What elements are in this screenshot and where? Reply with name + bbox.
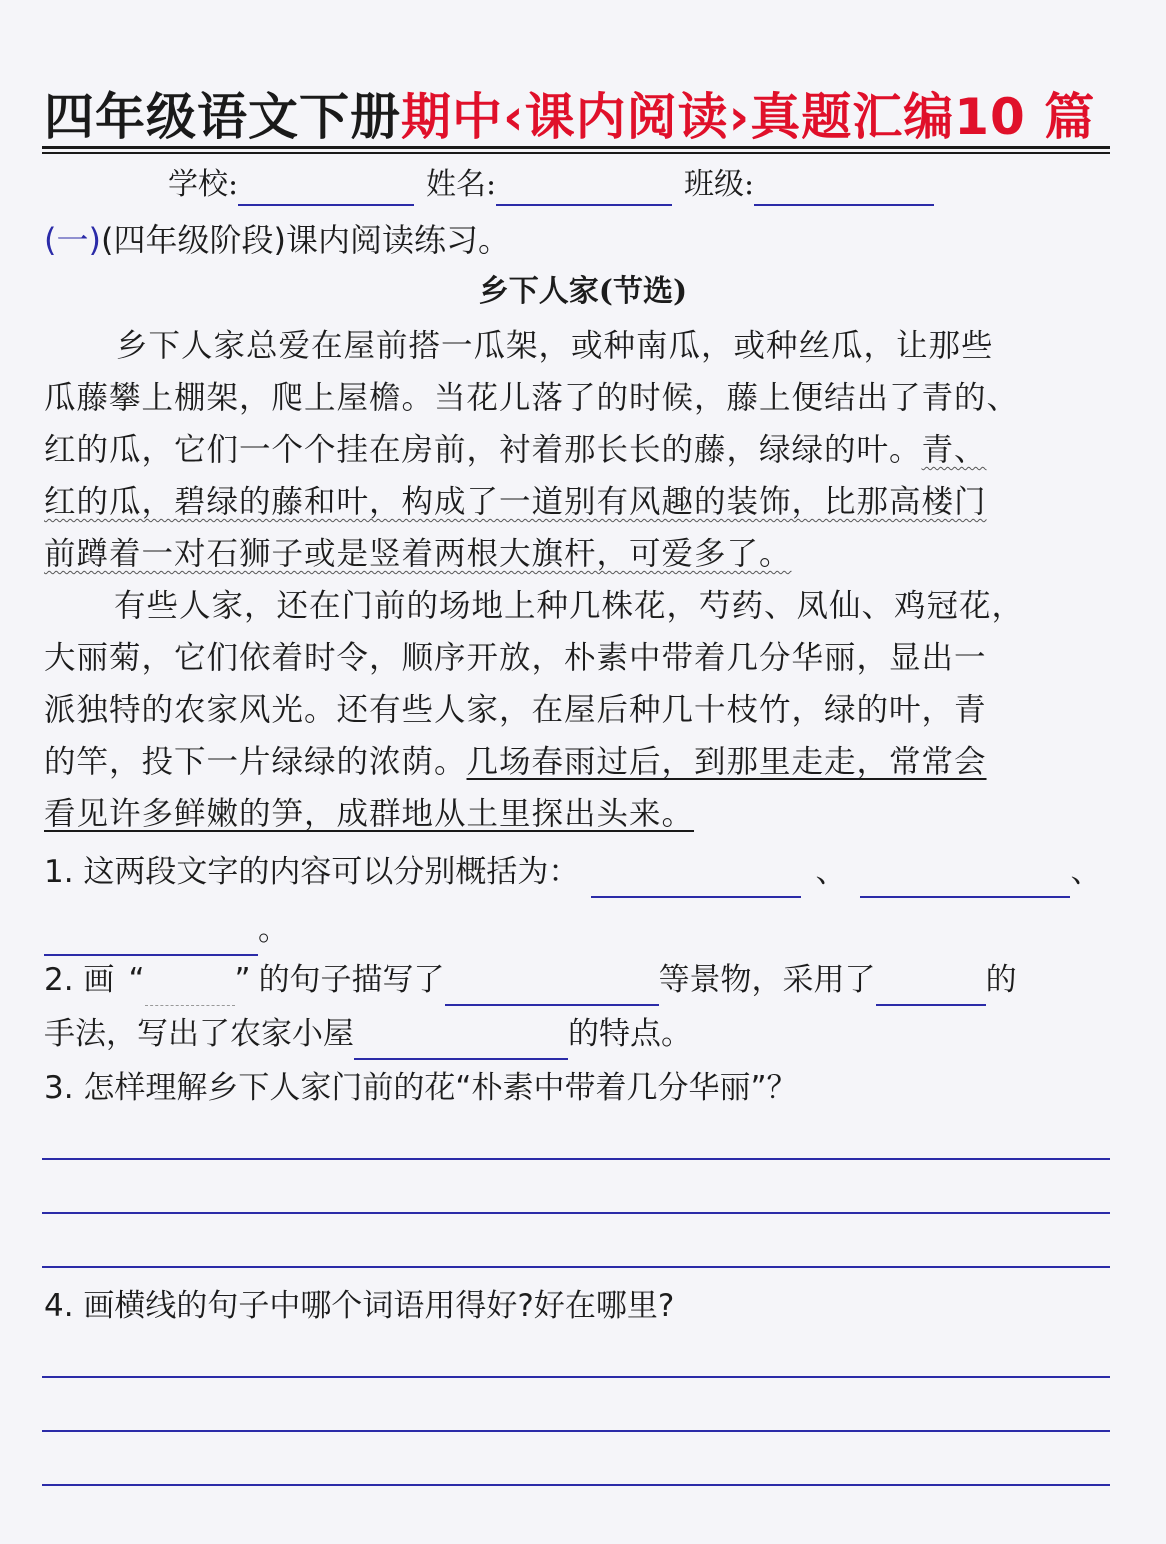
paragraph-line: 有些人家，还在门前的场地上种几株花，芍药、凤仙、鸡冠花， (114, 588, 1025, 624)
paragraph-line: 大丽菊，它们依着时令，顺序开放，朴素中带着几分华丽，显出一 (44, 640, 987, 676)
paragraph-line (44, 736, 1116, 788)
question-3-answer-line[interactable] (42, 1212, 1110, 1214)
section-heading-text: (四年级阶段)课内阅读练习。 (100, 221, 510, 259)
paragraph-text: 的竿，投下一片绿绿的浓荫。 (44, 744, 467, 780)
name-blank[interactable] (496, 166, 672, 206)
question-3: 3. 怎样理解乡下人家门前的花“朴素中带着几分华丽”？ (44, 1070, 798, 1106)
separator: 、 (815, 854, 847, 890)
class-label: 班级: (684, 167, 755, 202)
question-4-answer-line[interactable] (42, 1430, 1110, 1432)
wavy-underlined-text: 红的瓜，碧绿的藤和叶，构成了一道别有风趣的装饰，比那高楼门 (44, 484, 987, 520)
question-1-blank-3[interactable] (44, 914, 258, 956)
paragraph-line (44, 424, 1116, 476)
question-2 (44, 954, 1017, 1006)
underlined-sentence: 看见许多鲜嫩的笋，成群地从土里探出头来。 (44, 796, 695, 832)
question-1-blank-2[interactable] (860, 856, 1070, 898)
passage-paragraph-2 (44, 580, 1116, 840)
school-field (168, 164, 414, 206)
paragraph-line: 派独特的农家风光。还有些人家，在屋后种几十枝竹，绿的叶，青 (44, 692, 987, 728)
question-4-answer-line[interactable] (42, 1376, 1110, 1378)
question-4-answer-line[interactable] (42, 1484, 1110, 1486)
school-label: 学校: (168, 167, 239, 202)
paragraph-line: 瓜藤攀上棚架，爬上屋檐。当花儿落了的时候，藤上便结出了青的、 (44, 380, 1020, 416)
passage-paragraph-1 (44, 320, 1116, 580)
section-heading (44, 218, 510, 262)
question-1-blank-1[interactable] (591, 856, 801, 898)
wavy-underlined-text: 前蹲着一对石狮子或是竖着两根大旗杆，可爱多了。 (44, 536, 792, 572)
school-blank[interactable] (238, 166, 414, 206)
question-2-mark-blank[interactable] (145, 965, 235, 1006)
separator: 、 (1070, 854, 1102, 890)
class-field (684, 164, 934, 206)
question-2-text: 的句子描写了 (258, 962, 445, 998)
question-2-text: 的特点。 (568, 1016, 692, 1052)
paragraph-line (44, 788, 1116, 840)
title-grade-part: 四年级语文下册 (44, 88, 401, 146)
question-4: 4. 画横线的句子中哪个词语用得好?好在哪里? (44, 1288, 675, 1324)
paragraph-line (44, 476, 1116, 528)
title-underline-thick (42, 146, 1110, 149)
passage-title: 乡下人家(节选) (478, 274, 688, 309)
close-quote: ” (234, 962, 251, 998)
title-exam-part: 期中‹课内阅读›真题汇编10 篇 (401, 88, 1096, 146)
paragraph-text: 红的瓜，它们一个个挂在房前，衬着那长长的藤，绿绿的叶。 (44, 432, 922, 468)
name-label: 姓名: (426, 167, 497, 202)
question-1 (44, 846, 1101, 898)
question-2-text: 手法，写出了农家小屋 (44, 1016, 354, 1052)
question-2-prefix: 2. 画 (44, 962, 115, 998)
question-1-end: 。 (258, 912, 289, 948)
question-1-text: 1. 这两段文字的内容可以分别概括为： (44, 854, 580, 890)
open-quote: “ (128, 962, 145, 998)
worksheet-title (44, 84, 1095, 150)
class-blank[interactable] (754, 166, 934, 206)
question-2-continued (44, 1008, 692, 1060)
name-field (426, 164, 672, 206)
underlined-sentence: 几场春雨过后，到那里走走，常常会 (466, 744, 987, 780)
question-3-answer-line[interactable] (42, 1266, 1110, 1268)
wavy-underlined-text: 青、 (921, 432, 987, 468)
question-1-continued (44, 904, 289, 956)
question-2-text: 的 (985, 962, 1017, 998)
question-2-blank-2[interactable] (876, 964, 986, 1006)
section-number: (一) (44, 221, 101, 259)
question-2-blank-1[interactable] (445, 964, 659, 1006)
title-underline-thin (42, 152, 1110, 154)
question-2-text: 等景物，采用了 (658, 962, 876, 998)
question-2-blank-3[interactable] (354, 1018, 568, 1060)
question-3-answer-line[interactable] (42, 1158, 1110, 1160)
paragraph-line (44, 528, 1116, 580)
paragraph-line: 乡下人家总爱在屋前搭一瓜架，或种南瓜，或种丝瓜，让那些 (116, 328, 994, 364)
